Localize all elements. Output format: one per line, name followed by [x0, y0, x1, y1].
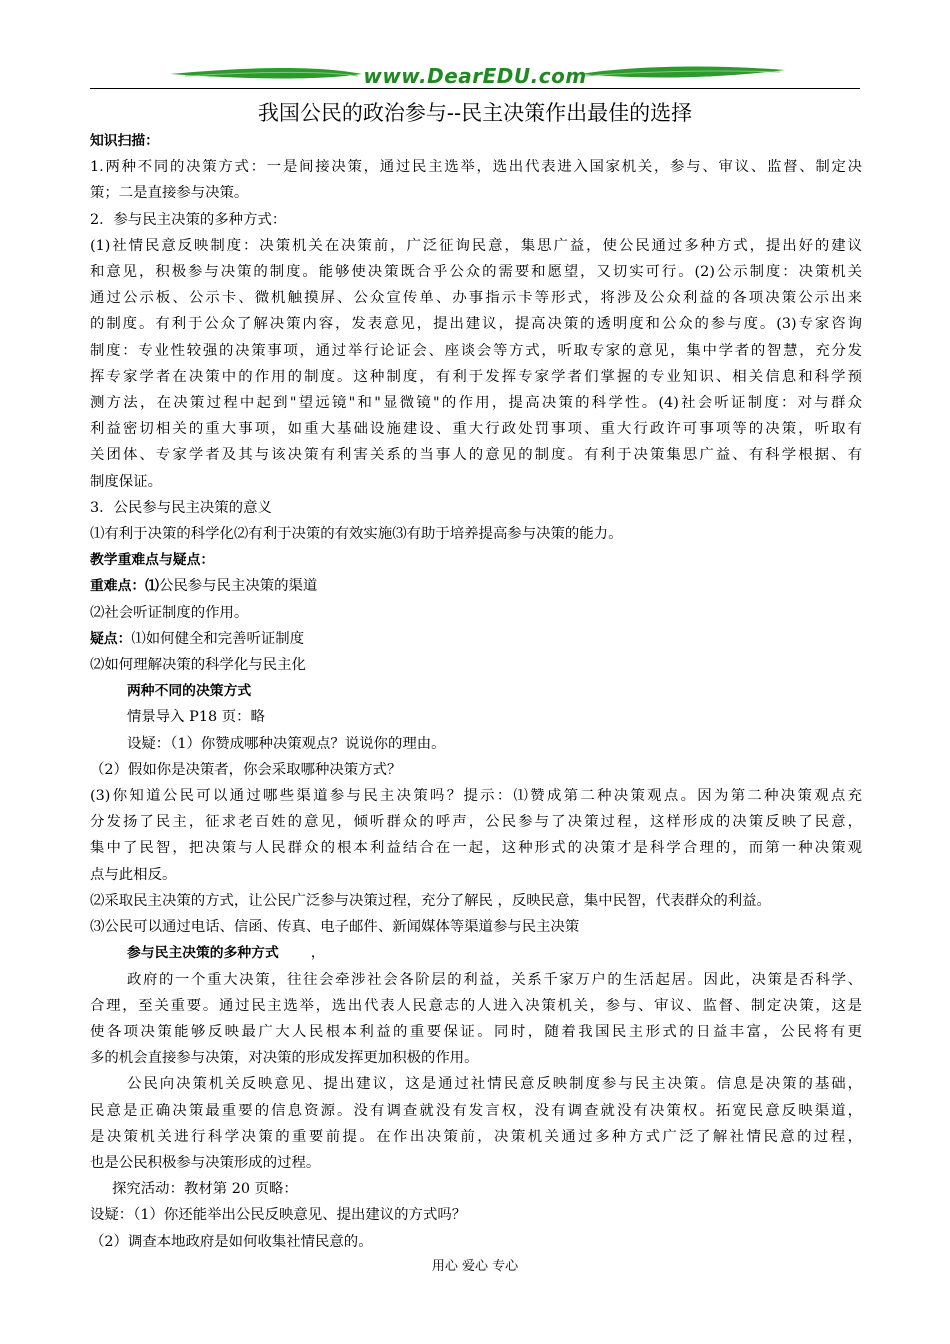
heading-text: 重难点：⑴ — [90, 578, 159, 595]
section-heading — [90, 940, 862, 966]
line-text: ⑶公民可以通过电话、信函、传真、电子邮件、新闻媒体等渠道参与民主决策 — [90, 919, 580, 936]
text-line — [90, 364, 862, 390]
heading-text: 知识扫描： — [90, 133, 159, 149]
text-line — [90, 285, 862, 311]
section-heading — [90, 678, 862, 704]
line-text: 挥专家学者在决策中的作用的制度。这种制度，有利于发挥专家学者们掌握的专业知识、相关信息和科学预 — [90, 368, 862, 385]
text-line — [90, 1229, 862, 1255]
line-text: 政府的一个重大决策，往往会牵涉社会各阶层的利益，关系千家万户的生活起居。因此，决策是否科学、 — [127, 971, 862, 988]
line-text: 也是公民积极参与决策形成的过程。 — [90, 1154, 321, 1171]
text-line — [90, 1176, 862, 1202]
text-line — [90, 757, 862, 783]
text-line — [90, 416, 862, 442]
text-line — [90, 652, 862, 678]
text-line — [90, 1098, 862, 1124]
text-line — [90, 207, 862, 233]
header-divider — [90, 88, 860, 89]
line-text: 集中了民智，把决策与人民群众的根本利益结合在一起，这种形式的决策才是科学合理的，而第一种决策观 — [90, 840, 862, 857]
page-title: 我国公民的政治参与--民主决策作出最佳的选择 — [257, 101, 693, 125]
line-text: 制度：专业性较强的决策事项，通过举行论证会、座谈会等方式，听取专家的意见，集中学者的智慧，充分发 — [90, 342, 862, 359]
line-text: ⑵如何理解决策的科学化与民主化 — [90, 657, 306, 674]
site-logo[interactable]: www.DearEDU.com — [363, 64, 587, 88]
text-line — [90, 993, 862, 1019]
text-line — [90, 1071, 862, 1097]
text-line — [90, 704, 862, 730]
line-text: ⑵社会听证制度的作用。 — [90, 604, 249, 621]
text-line — [90, 259, 862, 285]
document-body — [90, 128, 862, 1255]
text-line — [90, 1124, 862, 1150]
heading-text: 两种不同的决策方式 — [127, 683, 252, 700]
text-line — [90, 888, 862, 914]
line-text: 制度保证。 — [90, 473, 162, 490]
text-line — [90, 233, 862, 259]
line-text-rest: ⑴如何健全和完善听证制度 — [131, 630, 305, 647]
line-text: (1)社情民意反映制度：决策机关在决策前，广泛征询民意，集思广益，使公民通过多种方式，提出好的建议 — [90, 237, 862, 254]
section-heading — [90, 128, 862, 154]
text-line — [90, 1202, 862, 1228]
line-text: 通过公示板、公示卡、微机触摸屏、公众宣传单、办事指示卡等形式，将涉及公众利益的各项决策公示出来 — [90, 290, 862, 307]
section-heading — [90, 573, 862, 599]
text-line — [90, 914, 862, 940]
line-text: （2）调查本地政府是如何收集社情民意的。 — [90, 1233, 373, 1250]
line-text: 民意是正确决策最重要的信息资源。没有调查就没有发言权，没有调查就没有决策权。拓宽民意反映渠道， — [90, 1102, 862, 1119]
line-text: 探究活动：教材第 20 页略： — [112, 1181, 298, 1198]
line-text: 公民向决策机关反映意见、提出建议，这是通过社情民意反映制度参与民主决策。信息是决策的基础， — [127, 1076, 862, 1093]
text-line — [90, 809, 862, 835]
text-line — [90, 1150, 862, 1176]
line-text: 合理，至关重要。通过民主选举，选出代表人民意志的人进入决策机关，参与、审议、监督、制定决策，这是 — [90, 997, 862, 1014]
text-line — [90, 1045, 862, 1071]
line-text: 多的机会直接参与决策，对决策的形成发挥更加积极的作用。 — [90, 1050, 479, 1067]
line-text: ⑵采取民主决策的方式，让公民广泛参与决策过程，充分了解民 ，反映民意，集中民智，代表群众的利益。 — [90, 892, 771, 909]
line-text: 是决策机关进行科学决策的重要前提。在作出决策前，决策机关通过多种方式广泛了解社情民意的过程， — [90, 1128, 862, 1145]
line-text: (3)你知道公民可以通过哪些渠道参与民主决策吗？提示：⑴赞成第二种决策观点。因为第二种决策观点充 — [90, 788, 862, 805]
header-banner — [90, 58, 860, 98]
text-line — [90, 338, 862, 364]
text-line — [90, 1019, 862, 1045]
text-line — [90, 311, 862, 337]
line-text: 利益密切相关的重大事项，如重大基础设施建设、重大行政处罚事项、重大行政许可事项等的决策，听取有 — [90, 421, 862, 438]
line-text-rest: 公民参与民主决策的渠道 — [158, 578, 318, 595]
line-text: 的制度。有利于公众了解决策内容，发表意见，提出建议，提高决策的透明度和公众的参与度。(3)专家咨询 — [90, 316, 862, 333]
text-line — [90, 967, 862, 993]
line-text-rest: ， — [278, 945, 326, 962]
text-line — [90, 442, 862, 468]
line-text: 2．参与民主决策的多种方式： — [90, 211, 287, 228]
text-line — [90, 180, 862, 206]
line-text: 关团体、专家学者及其与该决策有利害关系的当事人的意见的制度。有利于决策集思广益、有科学根据、有 — [90, 447, 862, 464]
heading-text: 参与民主决策的多种方式 — [127, 945, 279, 962]
text-line — [90, 835, 862, 861]
line-text: 情景导入 P18 页：略 — [127, 709, 265, 726]
text-line — [90, 731, 862, 757]
line-text: （2）假如你是决策者，你会采取哪种决策方式？ — [90, 761, 402, 778]
section-heading — [90, 547, 862, 573]
text-line — [90, 600, 862, 626]
line-text: 测方法，在决策过程中起到"望远镜"和"显微镜"的作用，提高决策的科学性。(4)社会听证制度：对与群众 — [90, 395, 862, 412]
line-text: 1.两种不同的决策方式：一是间接决策，通过民主选举，选出代表进入国家机关，参与、审议、监督、制定决 — [90, 159, 862, 176]
text-line — [90, 521, 862, 547]
line-text: 分发扬了民主，征求老百姓的意见，倾听群众的呼声，公民参与了决策过程，这样形成的决策反映了民意， — [90, 814, 862, 831]
text-line — [90, 783, 862, 809]
text-line — [90, 390, 862, 416]
text-line — [90, 862, 862, 888]
text-line — [90, 495, 862, 521]
text-line — [90, 154, 862, 180]
line-text: 设疑：（1）你赞成哪种决策观点？说说你的理由。 — [127, 735, 446, 752]
line-text: 策；二是直接参与决策。 — [90, 185, 249, 202]
text-line — [90, 469, 862, 495]
page-footer: 用心 爱心 专心 — [431, 1259, 519, 1274]
heading-text: 疑点： — [90, 630, 132, 647]
line-text: 点与此相反。 — [90, 866, 177, 883]
heading-text: 教学重难点与疑点： — [90, 552, 215, 569]
line-text: ⑴有利于决策的科学化⑵有利于决策的有效实施⑶有助于培养提高参与决策的能力。 — [90, 526, 623, 543]
line-text: 3．公民参与民主决策的意义 — [90, 499, 272, 516]
line-text: 设疑：（1）你还能举出公民反映意见、提出建议的方式吗？ — [90, 1207, 467, 1224]
line-text: 使各项决策能够反映最广大人民根本利益的重要保证。同时，随着我国民主形式的日益丰富，公民将有更 — [90, 1023, 862, 1040]
line-text: 和意见，积极参与决策的制度。能够使决策既合乎公众的需要和愿望，又切实可行。(2)公示制度：决策机关 — [90, 264, 862, 281]
section-heading — [90, 626, 862, 652]
